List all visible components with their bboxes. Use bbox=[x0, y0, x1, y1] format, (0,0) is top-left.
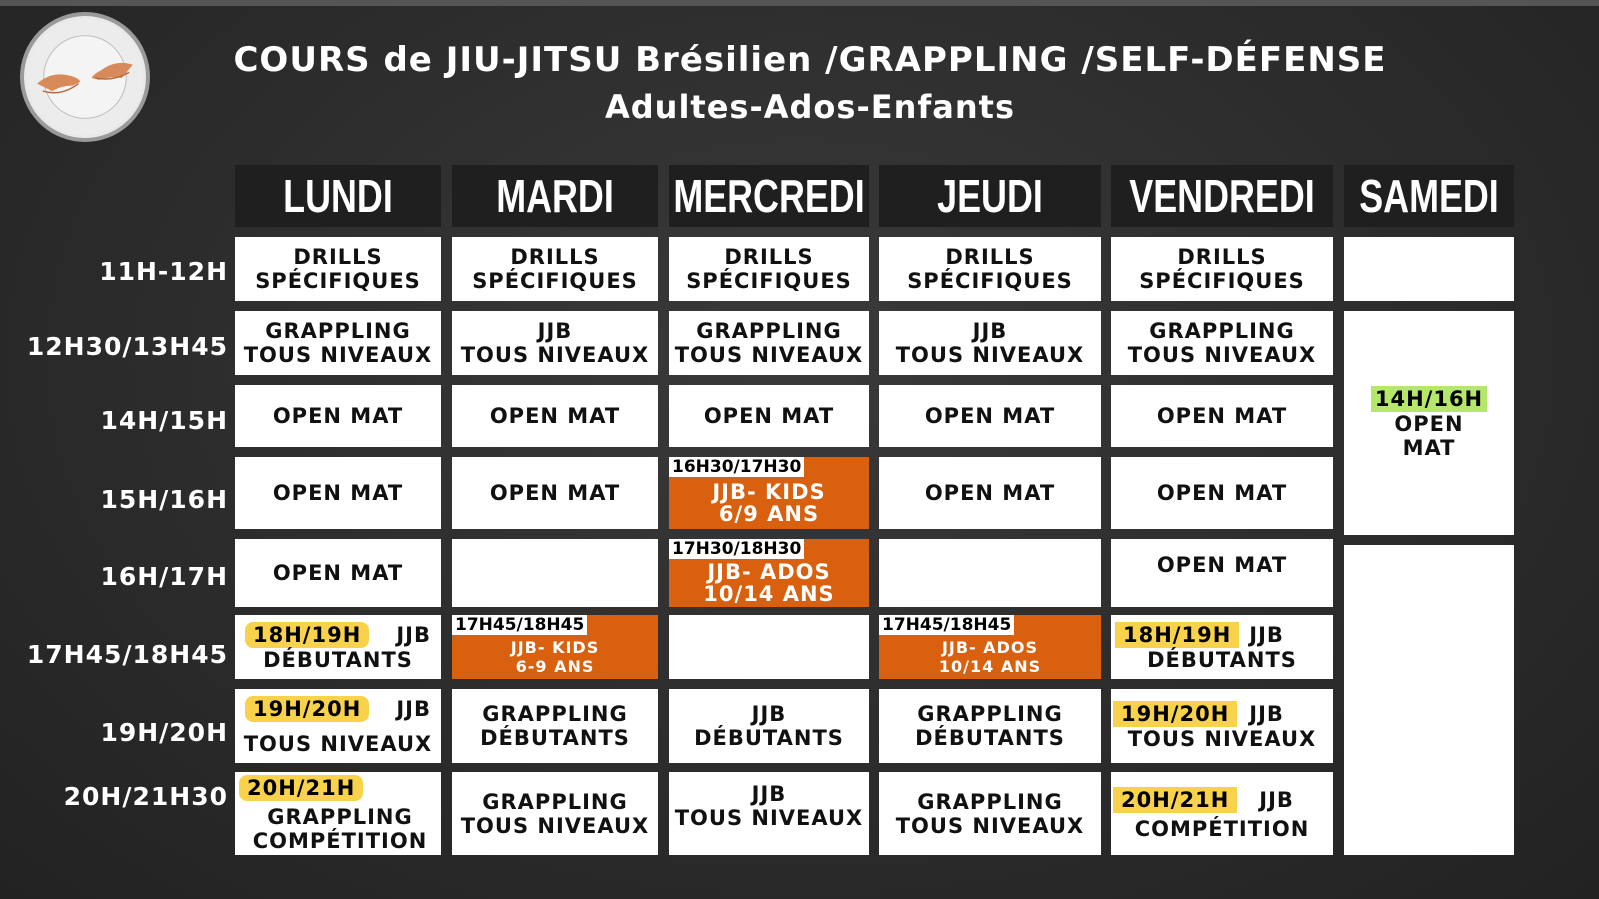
schedule-cell bbox=[879, 311, 1101, 375]
schedule-cell bbox=[879, 457, 1101, 529]
schedule-cell bbox=[879, 772, 1101, 855]
cell-line: MAT bbox=[1402, 436, 1456, 460]
schedule-cell bbox=[235, 311, 441, 375]
top-bar bbox=[0, 0, 1599, 6]
schedule-cell bbox=[669, 311, 869, 375]
cell-line: TOUS NIVEAUX bbox=[243, 343, 433, 367]
time-label: 14H/15H bbox=[100, 406, 228, 435]
cell-line: TOUS NIVEAUX bbox=[1127, 727, 1317, 751]
time-tag: 18H/19H bbox=[245, 622, 369, 648]
page-title: COURS de JIU-JITSU Brésilien /GRAPPLING /SELF-DÉFENSE bbox=[233, 40, 1387, 80]
day-header-samedi: SAMEDI bbox=[1363, 165, 1496, 227]
class-time: 17H30/18H30 bbox=[669, 539, 804, 559]
class-time: 17H45/18H45 bbox=[879, 615, 1014, 635]
schedule-cell-empty bbox=[879, 539, 1101, 607]
cell-line: JJB bbox=[751, 702, 787, 726]
time-tag: 19H/20H bbox=[245, 696, 369, 722]
schedule-cell bbox=[235, 772, 441, 855]
udj-logo bbox=[20, 12, 150, 142]
cell-line: DÉBUTANTS bbox=[1147, 648, 1297, 672]
schedule-cell bbox=[235, 689, 441, 763]
cell-line: DRILLS bbox=[293, 245, 383, 269]
cell-line: OPEN MAT bbox=[272, 404, 404, 428]
cell-line: DÉBUTANTS bbox=[263, 648, 413, 672]
hands-emblem-icon bbox=[24, 16, 146, 138]
cell-line: TOUS NIVEAUX bbox=[1127, 343, 1317, 367]
cell-line: JJB bbox=[537, 319, 573, 343]
class-time: 16H30/17H30 bbox=[669, 457, 804, 477]
day-header-jeudi: JEUDI bbox=[903, 165, 1076, 227]
cell-line: OPEN MAT bbox=[489, 481, 621, 505]
day-header-mardi: MARDI bbox=[475, 165, 636, 227]
schedule-cell bbox=[452, 311, 658, 375]
cell-line: JJB- ADOS bbox=[941, 638, 1039, 657]
cell-line: JJB bbox=[396, 697, 431, 721]
schedule-cell bbox=[235, 457, 441, 529]
schedule-cell-empty bbox=[1344, 545, 1514, 855]
cell-line: GRAPPLING bbox=[917, 789, 1063, 814]
time-label: 12H30/13H45 bbox=[26, 332, 228, 361]
cell-line: 10/14 ANS bbox=[703, 582, 835, 606]
cell-line: SPÉCIFIQUES bbox=[1139, 269, 1305, 293]
cell-line: DÉBUTANTS bbox=[480, 726, 630, 750]
cell-line: GRAPPLING bbox=[265, 319, 411, 343]
class-text bbox=[669, 477, 869, 529]
cell-line: GRAPPLING bbox=[267, 804, 413, 829]
schedule-cell-kids bbox=[452, 615, 658, 679]
cell-line: TOUS NIVEAUX bbox=[460, 343, 650, 367]
cell-line: TOUS NIVEAUX bbox=[895, 813, 1085, 838]
cell-line: 10/14 ANS bbox=[938, 657, 1042, 676]
cell-line: GRAPPLING bbox=[917, 702, 1063, 726]
day-header-mercredi: MERCREDI bbox=[691, 165, 847, 227]
time-label: 15H/16H bbox=[100, 485, 228, 514]
cell-line: JJB bbox=[1259, 787, 1294, 812]
schedule-cell bbox=[452, 689, 658, 763]
schedule-cell bbox=[669, 385, 869, 447]
cell-line: JJB- ADOS bbox=[707, 560, 831, 584]
cell-top-row bbox=[235, 696, 441, 722]
cell-top-row bbox=[235, 622, 441, 648]
schedule-cell bbox=[235, 615, 441, 679]
schedule-cell bbox=[669, 772, 869, 855]
time-tag: 20H/21H bbox=[239, 775, 363, 801]
class-text bbox=[879, 635, 1101, 679]
cell-line: 6-9 ANS bbox=[515, 657, 595, 676]
time-label: 20H/21H30 bbox=[63, 782, 228, 811]
schedule-cell bbox=[879, 385, 1101, 447]
schedule-cell bbox=[1111, 457, 1333, 529]
schedule-cell bbox=[452, 237, 658, 301]
time-label: 16H/17H bbox=[100, 562, 228, 591]
schedule-cell-empty bbox=[452, 539, 658, 607]
page-subtitle: Adultes-Ados-Enfants bbox=[604, 88, 1015, 126]
day-header-lundi: LUNDI bbox=[258, 165, 419, 227]
cell-line: OPEN MAT bbox=[924, 481, 1056, 505]
cell-line: DRILLS bbox=[510, 245, 600, 269]
cell-line: OPEN MAT bbox=[924, 404, 1056, 428]
cell-line: TOUS NIVEAUX bbox=[895, 343, 1085, 367]
cell-line: SPÉCIFIQUES bbox=[255, 269, 421, 293]
cell-line: GRAPPLING bbox=[1149, 319, 1295, 343]
schedule-cell bbox=[879, 237, 1101, 301]
schedule-cell-empty bbox=[1344, 237, 1514, 301]
cell-line: JJB- KIDS bbox=[712, 480, 826, 504]
schedule-cell-ados bbox=[879, 615, 1101, 679]
cell-line: GRAPPLING bbox=[482, 702, 628, 726]
schedule-cell bbox=[879, 689, 1101, 763]
cell-line: SPÉCIFIQUES bbox=[472, 269, 638, 293]
schedule-cell bbox=[1111, 539, 1333, 607]
cell-line: JJB bbox=[396, 623, 431, 647]
day-header-vendredi: VENDREDI bbox=[1135, 165, 1308, 227]
cell-line: DRILLS bbox=[1177, 245, 1267, 269]
time-label: 19H/20H bbox=[100, 718, 228, 747]
schedule-cell-empty bbox=[669, 615, 869, 679]
class-text bbox=[669, 559, 869, 607]
schedule-cell-kids bbox=[669, 457, 869, 529]
schedule-cell bbox=[452, 457, 658, 529]
schedule-cell bbox=[235, 385, 441, 447]
cell-line: 6/9 ANS bbox=[718, 502, 820, 526]
schedule-cell bbox=[452, 385, 658, 447]
time-label: 17H45/18H45 bbox=[26, 640, 228, 669]
cell-top-row bbox=[1111, 622, 1333, 648]
time-tag: 19H/20H bbox=[1113, 701, 1237, 727]
cell-line: TOUS NIVEAUX bbox=[460, 813, 650, 838]
cell-line: JJB bbox=[1249, 623, 1284, 647]
cell-line: DRILLS bbox=[945, 245, 1035, 269]
cell-line: DRILLS bbox=[724, 245, 814, 269]
cell-line: COMPÉTITION bbox=[1134, 816, 1310, 841]
cell-line: TOUS NIVEAUX bbox=[674, 343, 864, 367]
cell-line: JJB bbox=[972, 319, 1008, 343]
cell-line: OPEN MAT bbox=[703, 404, 835, 428]
class-time: 17H45/18H45 bbox=[452, 615, 587, 635]
schedule-cell bbox=[1111, 311, 1333, 375]
cell-line: OPEN MAT bbox=[272, 481, 404, 505]
cell-top-row bbox=[1111, 787, 1333, 813]
schedule-cell bbox=[1111, 689, 1333, 763]
schedule-cell bbox=[669, 237, 869, 301]
cell-line: OPEN MAT bbox=[1156, 404, 1288, 428]
schedule-cell bbox=[235, 237, 441, 301]
schedule-cell bbox=[452, 772, 658, 855]
cell-line: SPÉCIFIQUES bbox=[686, 269, 852, 293]
time-tag: 14H/16H bbox=[1371, 386, 1487, 412]
cell-line: DÉBUTANTS bbox=[694, 726, 844, 750]
cell-line: JJB- KIDS bbox=[510, 638, 600, 657]
cell-line: OPEN MAT bbox=[1156, 481, 1288, 505]
cell-top-row bbox=[1111, 701, 1333, 727]
schedule-cell-samedi-open-mat bbox=[1344, 311, 1514, 535]
schedule-cell bbox=[235, 539, 441, 607]
schedule-cell-ados bbox=[669, 539, 869, 607]
schedule-cell bbox=[1111, 772, 1333, 855]
cell-line: OPEN bbox=[1394, 412, 1464, 436]
cell-line: JJB bbox=[751, 782, 787, 806]
cell-line: TOUS NIVEAUX bbox=[243, 732, 433, 756]
schedule-cell bbox=[669, 689, 869, 763]
time-label: 11H-12H bbox=[99, 257, 228, 286]
cell-line: GRAPPLING bbox=[482, 789, 628, 814]
cell-line: GRAPPLING bbox=[696, 319, 842, 343]
cell-line: OPEN MAT bbox=[1156, 553, 1288, 577]
cell-line: TOUS NIVEAUX bbox=[674, 806, 864, 830]
schedule-cell bbox=[1111, 237, 1333, 301]
time-tag: 18H/19H bbox=[1115, 622, 1239, 648]
class-text bbox=[452, 635, 658, 679]
schedule-cell bbox=[1111, 615, 1333, 679]
cell-line: SPÉCIFIQUES bbox=[907, 269, 1073, 293]
cell-line: JJB bbox=[1249, 702, 1284, 726]
schedule-cell bbox=[1111, 385, 1333, 447]
cell-line: COMPÉTITION bbox=[252, 828, 428, 853]
cell-line: OPEN MAT bbox=[489, 404, 621, 428]
cell-line: OPEN MAT bbox=[272, 561, 404, 585]
time-tag: 20H/21H bbox=[1113, 787, 1237, 813]
cell-line: DÉBUTANTS bbox=[915, 726, 1065, 750]
